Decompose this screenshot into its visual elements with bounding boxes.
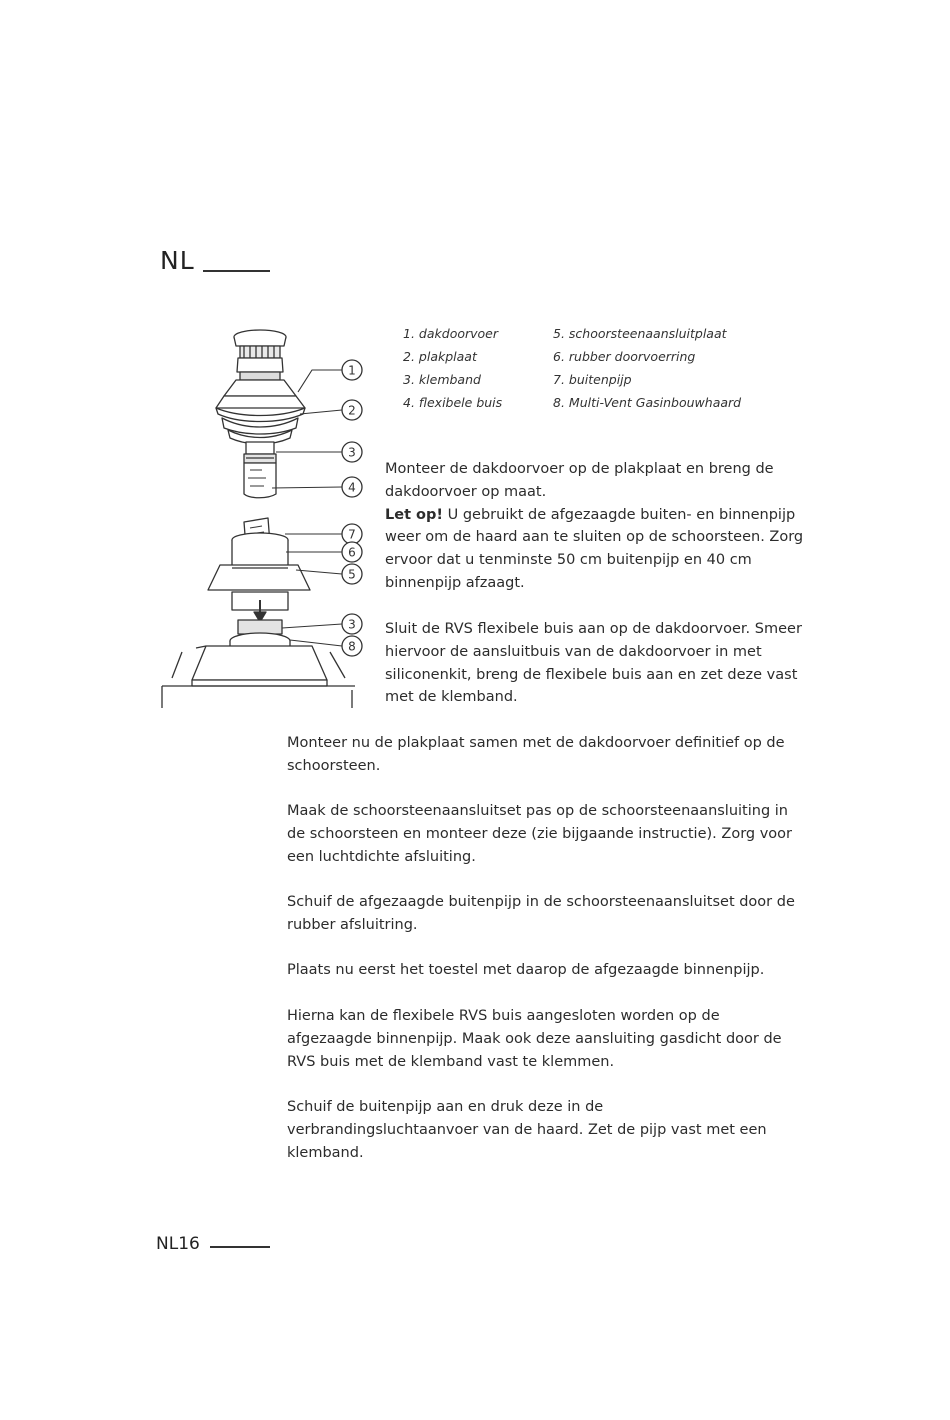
legend-number: 1. xyxy=(403,326,415,341)
callout-label: 3 xyxy=(348,617,356,632)
callout-label: 3 xyxy=(348,445,356,460)
legend-item xyxy=(403,349,477,364)
legend-label: flexibele buis xyxy=(418,395,503,410)
legend-number: 6. xyxy=(553,349,565,364)
header-rule xyxy=(203,270,270,272)
callout-label: 1 xyxy=(348,363,356,378)
legend-number: 4. xyxy=(403,395,415,410)
warning-text: U gebruikt de afgezaagde buiten- en binnenpijp weer om de haard aan te sluiten op de schoorsteen. Zorg ervoor dat u tenminste 50 cm buitenpijp en 40 cm binnenpijp afzaagt. xyxy=(385,506,804,591)
instruction-block-7 xyxy=(287,1005,797,1073)
legend-item xyxy=(403,372,481,387)
legend-number: 8. xyxy=(553,395,565,410)
chimney-assembly-diagram xyxy=(150,320,380,720)
callout-label: 6 xyxy=(348,545,356,560)
instruction-text: Hierna kan de flexibele RVS buis aangesloten worden op de afgezaagde binnenpijp. Maak ook deze aansluiting gasdicht door de RVS buis met de klemband vast te klemmen. xyxy=(287,1008,782,1070)
legend-label: buitenpijp xyxy=(568,372,632,387)
callout-label: 4 xyxy=(348,480,356,495)
legend-label: rubber doorvoerring xyxy=(568,349,696,364)
instruction-text: Schuif de afgezaagde buitenpijp in de schoorsteenaansluitset door de rubber afsluitring. xyxy=(287,894,795,933)
footer-rule xyxy=(210,1246,270,1248)
callout-label: 8 xyxy=(348,639,356,654)
instruction-block-2 xyxy=(385,618,805,709)
legend-label: dakdoorvoer xyxy=(418,326,498,341)
callout-label: 5 xyxy=(348,567,356,582)
instruction-text: Schuif de buitenpijp aan en druk deze in de verbrandingsluchtaanvoer van de haard. Zet de pijp vast met een klemband. xyxy=(287,1099,767,1161)
instruction-text: Monteer de dakdoorvoer op de plakplaat en breng de dakdoorvoer op maat. xyxy=(385,461,774,500)
legend-number: 7. xyxy=(553,372,565,387)
language-header: NL xyxy=(160,246,195,275)
instruction-block-5 xyxy=(287,891,797,937)
legend-label: plakplaat xyxy=(418,349,477,364)
instruction-text: Sluit de RVS flexibele buis aan op de dakdoorvoer. Smeer hiervoor de aansluitbuis van de dakdoorvoer in met siliconenkit, breng de flexibele buis aan en zet deze vast met de klemband. xyxy=(385,621,802,706)
legend-item xyxy=(553,349,695,364)
instruction-block-3 xyxy=(287,732,797,778)
roof-duct-upper xyxy=(216,330,305,498)
legend-item xyxy=(553,326,727,341)
legend-number: 5. xyxy=(553,326,565,341)
callout-label: 2 xyxy=(348,403,356,418)
callout-label: 7 xyxy=(348,527,356,542)
legend-item xyxy=(403,395,502,410)
page-number: NL16 xyxy=(156,1234,200,1254)
instruction-block-8 xyxy=(287,1096,777,1164)
connection-lower xyxy=(162,518,355,708)
legend-number: 3. xyxy=(403,372,415,387)
instruction-block-1 xyxy=(385,458,805,595)
legend-label: klemband xyxy=(418,372,481,387)
instruction-block-4 xyxy=(287,800,797,868)
instruction-text: Monteer nu de plakplaat samen met de dakdoorvoer definitief op de schoorsteen. xyxy=(287,735,785,774)
legend-number: 2. xyxy=(403,349,415,364)
instruction-text: Plaats nu eerst het toestel met daarop de afgezaagde binnenpijp. xyxy=(287,962,765,978)
legend-item xyxy=(553,372,632,387)
legend-label: Multi-Vent Gasinbouwhaard xyxy=(568,395,742,410)
warning-label: Let op! xyxy=(385,506,444,523)
legend-item xyxy=(403,326,498,341)
legend-label: schoorsteenaansluitplaat xyxy=(568,326,727,341)
instruction-block-6 xyxy=(287,959,797,982)
instruction-text: Maak de schoorsteenaansluitset pas op de schoorsteenaansluiting in de schoorsteen en monteer deze (zie bijgaande instructie). Zorg voor een luchtdichte afsluiting. xyxy=(287,803,792,865)
legend-item xyxy=(553,395,741,410)
